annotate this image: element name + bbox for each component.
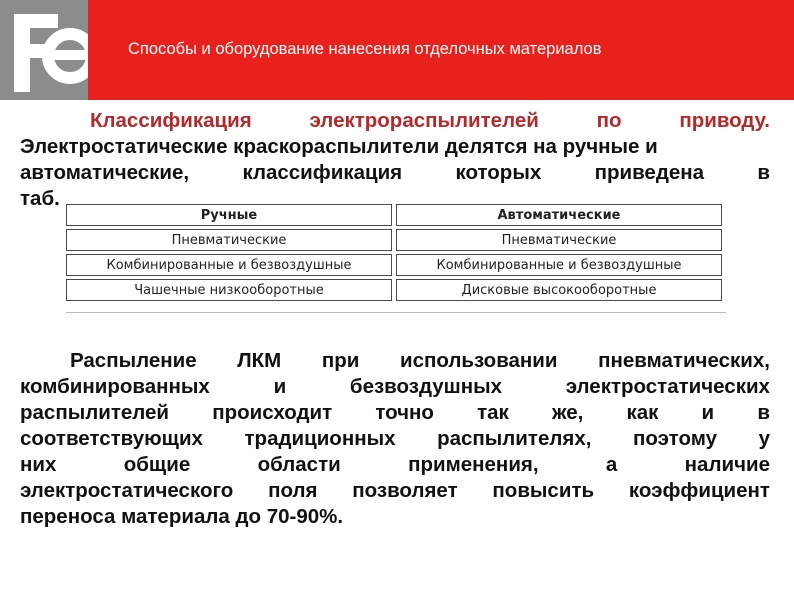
word: приведена: [594, 161, 705, 184]
word: пневматических,: [598, 349, 770, 372]
table-cell: Комбинированные и безвоздушные: [66, 254, 392, 276]
word: традиционных: [244, 427, 396, 450]
table-cell: Чашечные низкооборотные: [66, 279, 392, 301]
word: так: [477, 401, 509, 424]
word: же,: [551, 401, 584, 424]
word: использовании: [399, 349, 558, 372]
word: применения,: [408, 453, 539, 476]
word: и: [273, 375, 287, 398]
word: у: [758, 427, 770, 450]
word: и: [701, 401, 715, 424]
word: коэффициент: [628, 479, 770, 502]
word: повысить: [492, 479, 595, 502]
word: общие: [123, 453, 191, 476]
line-text: Электростатические краскораспылители делятся на ручные и: [20, 135, 658, 158]
word: по: [596, 109, 622, 132]
word: наличие: [684, 453, 770, 476]
intro-line-2: [20, 134, 770, 160]
word: в: [757, 401, 770, 424]
line-text: переноса материала до 70-90%.: [20, 505, 344, 528]
table-header-manual: Ручные: [66, 204, 392, 226]
fe-logo-icon: [0, 0, 98, 100]
word: которых: [455, 161, 542, 184]
table-cell: Пневматические: [396, 229, 722, 251]
word: Распыление: [70, 349, 197, 372]
word: таб.: [20, 187, 60, 210]
word: позволяет: [352, 479, 458, 502]
word: происходит: [212, 401, 333, 424]
classification-table: [66, 204, 726, 313]
table-cell: Дисковые высокооборотные: [396, 279, 722, 301]
body-line-1: [20, 348, 770, 374]
word: электрораспылителей: [309, 109, 539, 132]
word: распылителях,: [437, 427, 592, 450]
body-line-2: [20, 374, 770, 400]
word: классификация: [242, 161, 403, 184]
body-line-3: [20, 400, 770, 426]
table-cell: Комбинированные и безвоздушные: [396, 254, 722, 276]
logo: [0, 0, 98, 100]
word: электростатических: [565, 375, 770, 398]
word: в: [757, 161, 770, 184]
body-paragraph: [20, 348, 770, 530]
word: комбинированных: [20, 375, 210, 398]
word: поля: [268, 479, 318, 502]
word: а: [605, 453, 618, 476]
body-line-6: [20, 478, 770, 504]
word: них: [20, 453, 57, 476]
word: поэтому: [633, 427, 718, 450]
table-header-automatic: Автоматические: [396, 204, 722, 226]
word: распылителей: [20, 401, 170, 424]
page-title: Способы и оборудование нанесения отделочных материалов: [128, 40, 602, 58]
body-line-5: [20, 452, 770, 478]
word: электростатического: [20, 479, 234, 502]
word: ЛКМ: [237, 349, 282, 372]
word: Классификация: [90, 109, 252, 132]
word: автоматические,: [20, 161, 190, 184]
body-line-7: [20, 504, 770, 530]
intro-paragraph: [20, 108, 770, 212]
word: как: [626, 401, 659, 424]
word: приводу.: [679, 109, 770, 132]
word: при: [321, 349, 360, 372]
table-cell: Пневматические: [66, 229, 392, 251]
body-line-4: [20, 426, 770, 452]
intro-line-3: [20, 160, 770, 186]
word: точно: [375, 401, 434, 424]
word: безвоздушных: [349, 375, 502, 398]
intro-line-1: [20, 108, 770, 134]
word: области: [257, 453, 341, 476]
word: соответствующих: [20, 427, 203, 450]
